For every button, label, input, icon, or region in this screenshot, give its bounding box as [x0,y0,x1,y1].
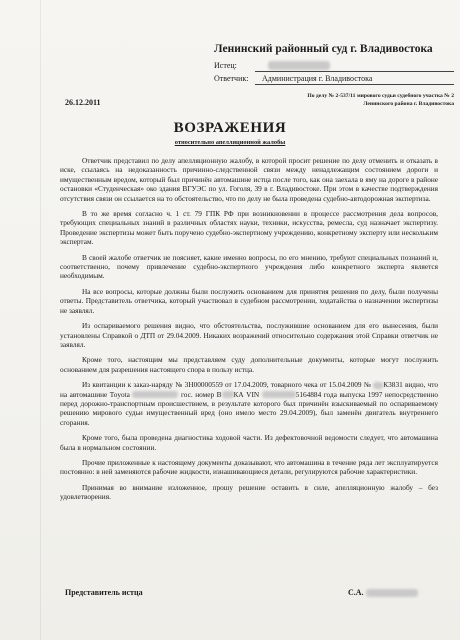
receipt-text-4: КА VIN [233,389,260,399]
receipt-text-3: гос. номер В [180,389,222,399]
paragraph: В своей жалобе ответчик не поясняет, какие именно вопросы, по его мнению, требуют специальных познаний и, соответственно, почему привлечение судебно-экспертного учреждения либо конкретного эксперта является необходимым. [60,252,438,281]
paragraph: Ответчик представил по делу апелляционную жалобу, в которой просит решение по делу отменить и отказать в иске, ссылаясь на недоказанность причинно-следственной связи между ненадлежащим состоянием дороги и имущественным вредом, который был причинён автомашине истца после того, как она заехала в яму на дороге в районе остановки «Студенческая» око здания ВГУЭС по ул. Гоголя, 39 в г. Владивостоке. При этом в качестве подтверждения отсутствия связи он ссылается на то обстоятельство, что по делу не была проведена судебно-автодорожная экспертиза. [60,156,438,203]
paragraph: В то же время согласно ч. 1 ст. 79 ГПК РФ при возникновении в процессе рассмотрения дела вопросов, требующих специальных знаний в различных областях науки, техники, искусства, ремесла, суд назначает экспертизу. Проведение экспертизы может быть поручено судебно-экспертному учреждению, конкретному эксперту или нескольким экспертам. [60,209,438,247]
document-body [60,156,438,508]
signature-initials: С.А. [348,588,364,597]
court-name: Ленинский районный суд г. Владивостока [214,43,433,55]
document-date: 26.12.2011 [65,98,101,107]
paragraph: Кроме того, была проведена диагностика ходовой части. Из дефектовочной ведомости следует, что автомашина была в нормальном состоянии. [60,433,438,452]
plaintiff-name-redacted [268,61,330,70]
paragraph: Принимая во внимание изложенное, прошу решение оставить в силе, апелляционную жалобу – без удовлетворения. [60,482,438,502]
paragraph: Кроме того, настоящим мы представляем суду дополнительные документы, которые могут послужить основанием для разрешения настоящего спора в пользу истца. [60,355,438,374]
receipt-text-2: К3831 видно, что на автомашине Toyota [60,380,438,399]
plaintiff-label: Истец: [214,61,237,70]
paragraph: Из оспариваемого решения видно, что обстоятельства, послужившие основанием для его вынесения, были установлены Справкой о ДТП от 29.04.2009. Никаких возражений относительно содержания этой Справки ответчик не заявлял. [60,321,438,349]
signature-label: Представитель истца [65,588,143,597]
document-subtitle: относительно апелляционной жалобы [174,139,286,146]
paragraph-receipt [60,380,438,427]
redaction [132,391,178,398]
signature-surname-redacted [366,589,418,597]
receipt-text-1: Из квитанции к заказ-наряду № 3Н00000559 от 17.04.2009, товарного чека от 15.04.2009 № [82,380,372,390]
paragraph: На все вопросы, которые должны были послужить основанием для принятия решения по делу, были получены ответы. Представитель ответчика, который участвовал в судебном рассмотрении, ходатайства о назначении экспертизы не заявлял. [60,286,438,315]
document-title: ВОЗРАЖЕНИЯ [173,120,287,136]
case-info [228,92,454,108]
defendant-underline [255,84,454,85]
redaction [373,382,383,389]
redaction [222,391,234,398]
receipt-text-5: 5164884 года выпуска 1997 непосредственно перед дорожно-транспортным происшествием, в результате которого был причинён взыскиваемый по оспариваемому решению мирового судьи имущественный вред (оно имело место 29.04.2009), был заменён двигатель внутреннего сгорания. [60,389,439,427]
case-info-line1: По делу № 2-537/11 мирового судьи судебного участка № 2 [307,93,454,99]
redaction [262,391,296,398]
case-info-line2: Ленинского района г. Владивостока [363,101,454,107]
defendant-value: Администрация г. Владивостока [262,74,373,83]
paragraph: Прочие приложенные к настоящему документы доказывают, что автомашина в течение ряда лет эксплуатируется постоянно: в ней заменяются рабочие жидкости, изнашивающиеся детали, регулируются рабочие характеристики. [60,457,438,477]
page-fold-line [40,0,41,640]
plaintiff-underline [255,71,454,72]
signature-name [348,588,418,597]
defendant-label: Ответчик: [214,74,249,83]
